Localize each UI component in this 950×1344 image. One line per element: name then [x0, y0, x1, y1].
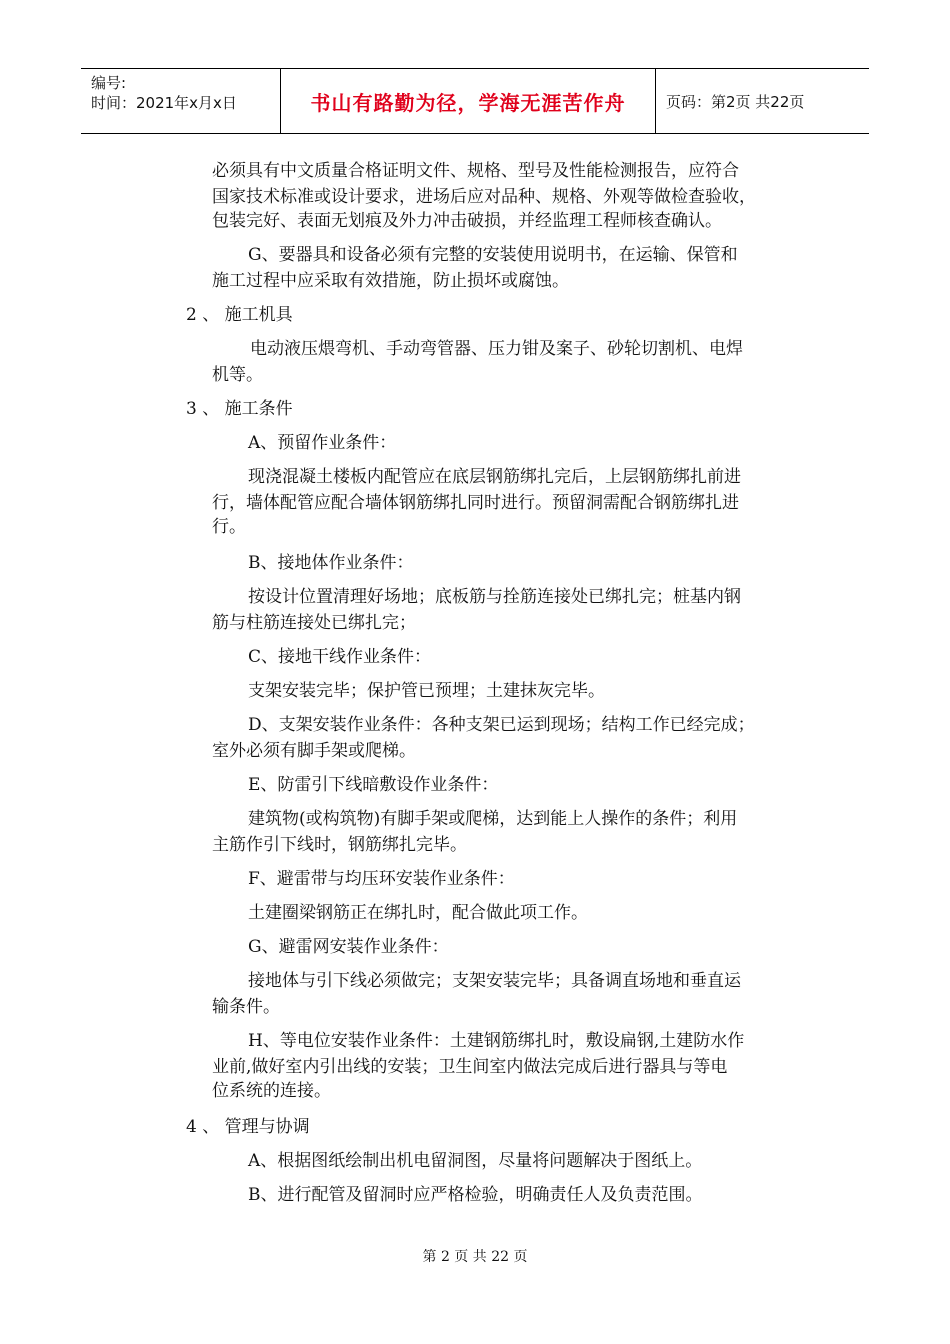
body-line: 行，墙体配管应配合墙体钢筋绑扎同时进行。预留洞需配合钢筋绑扎进 [212, 493, 739, 513]
body-line: 建筑物(或构筑物)有脚手架或爬梯，达到能上人操作的条件；利用 [248, 809, 738, 829]
body-line: C、接地干线作业条件： [248, 647, 432, 667]
body-line: 输条件。 [212, 997, 280, 1017]
body-line: 按设计位置清理好场地；底板筋与拴筋连接处已绑扎完；桩基内钢 [248, 587, 741, 607]
body-line: B、接地体作业条件： [248, 553, 414, 573]
body-line: A、预留作业条件： [248, 433, 397, 453]
body-line: 行。 [212, 517, 246, 537]
section-heading: 3 、 施工条件 [186, 399, 293, 419]
body-line: 必须具有中文质量合格证明文件、规格、型号及性能检测报告，应符合 [212, 161, 739, 181]
body-line: 支架安装完毕；保护管已预埋；土建抹灰完毕。 [248, 681, 605, 701]
body-line: D、支架安装作业条件：各种支架已运到现场；结构工作已经完成； [248, 715, 755, 735]
body-line: G、要器具和设备必须有完整的安装使用说明书，在运输、保管和 [248, 245, 738, 265]
body-line: 室外必须有脚手架或爬梯。 [212, 741, 416, 761]
body-line: E、防雷引下线暗敷设作业条件： [248, 775, 499, 795]
body-line: A、根据图纸绘制出机电留洞图，尽量将问题解决于图纸上。 [248, 1151, 703, 1171]
body-line: 土建圈梁钢筋正在绑扎时，配合做此项工作。 [248, 903, 588, 923]
body-line: B、进行配管及留洞时应严格检验，明确责任人及负责范围。 [248, 1185, 703, 1205]
section-heading: 4 、 管理与协调 [186, 1117, 310, 1137]
body-line: F、避雷带与均压环安装作业条件： [248, 869, 515, 889]
body-line: 现浇混凝土楼板内配管应在底层钢筋绑扎完后，上层钢筋绑扎前进 [248, 467, 741, 487]
body-line: 主筋作引下线时，钢筋绑扎完毕。 [212, 835, 467, 855]
header-page-info: 页码：第2页 共22页 [666, 92, 805, 111]
body-line: 电动液压煨弯机、手动弯管器、压力钳及案子、砂轮切割机、电焊 [250, 339, 743, 359]
section-heading: 2 、 施工机具 [186, 305, 293, 325]
body-line: 筋与柱筋连接处已绑扎完； [212, 613, 416, 633]
header-motto: 书山有路勤为径，学海无涯苦作舟 [281, 69, 656, 133]
header-meta [81, 69, 281, 133]
document-time: 时间：2021年x月x日 [91, 94, 237, 112]
page-footer: 第 2 页 共 22 页 [422, 1249, 528, 1265]
body-line: 国家技术标准或设计要求，进场后应对品种、规格、外观等做检查验收， [212, 187, 756, 207]
body-line: 包装完好、表面无划痕及外力冲击破损，并经监理工程师核查确认。 [212, 211, 722, 231]
body-line: 业前,做好室内引出线的安装；卫生间室内做法完成后进行器具与等电 [212, 1057, 728, 1077]
page-header [81, 68, 869, 134]
body-line: 位系统的连接。 [212, 1081, 331, 1101]
document-number-label: 编号: [91, 74, 127, 92]
body-line: 接地体与引下线必须做完；支架安装完毕；具备调直场地和垂直运 [248, 971, 741, 991]
body-line: 机等。 [212, 365, 263, 385]
body-line: G、避雷网安装作业条件： [248, 937, 449, 957]
body-line: H、等电位安装作业条件：土建钢筋绑扎时，敷设扁钢,土建防水作 [248, 1031, 745, 1051]
body-line: 施工过程中应采取有效措施，防止损坏或腐蚀。 [212, 271, 569, 291]
